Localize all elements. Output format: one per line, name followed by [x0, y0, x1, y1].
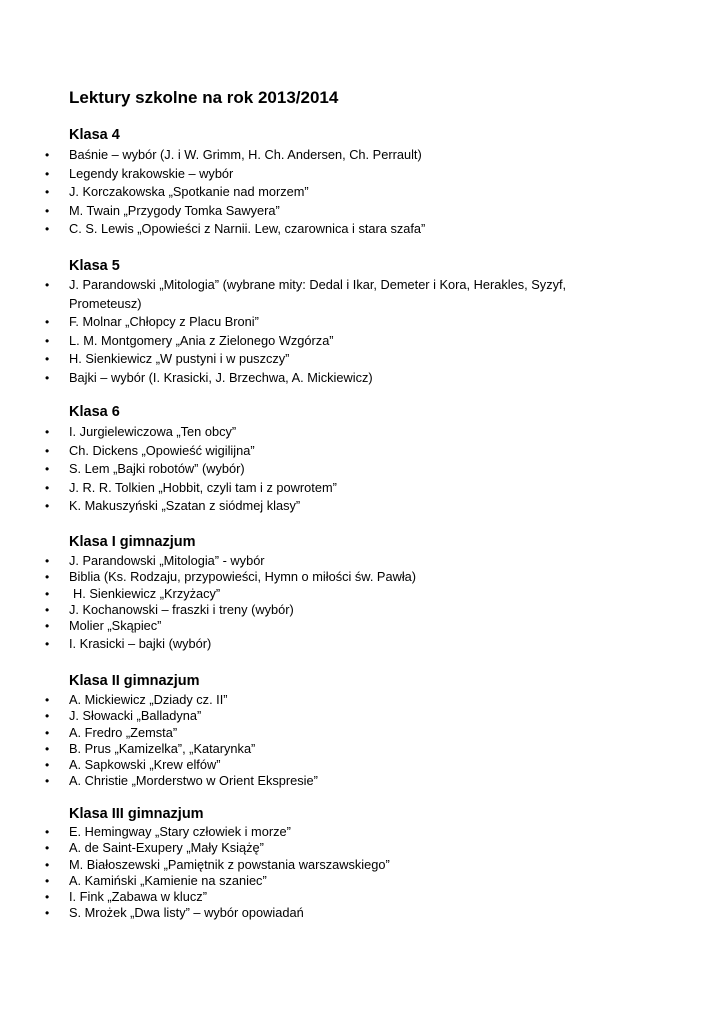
list-item: • H. Sienkiewicz „Krzyżacy”	[45, 585, 221, 601]
bullet-icon: •	[45, 693, 50, 707]
list-item: • A. Mickiewicz „Dziady cz. II”	[45, 692, 228, 707]
reading-list-klasa-i-gimnazjum	[0, 553, 609, 653]
list-item: • I. Krasicki – bajki (wybór)	[45, 636, 212, 652]
bullet-icon: •	[45, 637, 50, 652]
list-item: • A. Kamiński „Kamienie na szaniec”	[45, 872, 267, 888]
list-item: • A. Fredro „Zemsta”	[45, 724, 178, 740]
bullet-icon: •	[45, 619, 50, 634]
reading-list-klasa-ii-gimnazjum	[0, 692, 609, 790]
bullet-icon: •	[45, 554, 50, 568]
list-item: • S. Mrożek „Dwa listy” – wybór opowiadań	[45, 905, 304, 921]
reading-list-klasa-6	[0, 423, 609, 516]
bullet-icon: •	[45, 873, 50, 888]
list-item: • A. Sapkowski „Krew elfów”	[45, 757, 221, 773]
bullet-icon: •	[45, 709, 50, 724]
list-item: • J. Parandowski „Mitologia” (wybrane mity: Dedal i Ikar, Demeter i Kora, Herakles, Syzyf, Prometeusz)	[45, 277, 567, 311]
bullet-icon: •	[45, 499, 50, 513]
bullet-icon: •	[45, 758, 50, 773]
list-item: • E. Hemingway „Stary człowiek i morze”	[45, 824, 291, 839]
list-item: • Baśnie – wybór (J. i W. Grimm, H. Ch. Andersen, Ch. Perrault)	[0, 146, 609, 165]
list-item: • M. Twain „Przygody Tomka Sawyera”	[0, 202, 609, 221]
list-item: • Legendy krakowskie – wybór	[0, 165, 609, 184]
list-item: • B. Prus „Kamizelka”, „Katarynka”	[45, 740, 256, 756]
list-item: • J. Kochanowski – fraszki i treny (wybór)	[45, 601, 294, 617]
list-item: • J. Słowacki „Balladyna”	[45, 708, 202, 724]
bullet-icon: •	[45, 148, 50, 162]
section-heading-klasa-6: Klasa 6	[69, 404, 120, 420]
bullet-icon: •	[45, 443, 50, 458]
bullet-icon: •	[45, 825, 50, 839]
bullet-icon: •	[45, 841, 50, 856]
list-item: • A. de Saint-Exupery „Mały Książę”	[45, 840, 264, 856]
list-item: • Molier „Skąpiec”	[45, 618, 162, 634]
bullet-icon: •	[45, 602, 50, 617]
list-item: • M. Białoszewski „Pamiętnik z powstania warszawskiego”	[45, 856, 390, 872]
document-title: Lektury szkolne na rok 2013/2014	[69, 88, 339, 107]
list-item: • J. R. R. Tolkien „Hobbit, czyli tam i z powrotem”	[0, 479, 609, 498]
reading-list-klasa-4	[0, 146, 609, 239]
list-item: • Bajki – wybór (I. Krasicki, J. Brzechwa, A. Mickiewicz)	[0, 369, 609, 388]
bullet-icon: •	[45, 480, 50, 495]
list-item: • A. Christie „Morderstwo w Orient Ekspresie”	[45, 773, 318, 789]
bullet-icon: •	[45, 725, 50, 740]
section-heading-klasa-5: Klasa 5	[69, 258, 120, 274]
list-item: • I. Jurgielewiczowa „Ten obcy”	[0, 423, 609, 442]
reading-list-klasa-iii-gimnazjum	[0, 824, 609, 922]
section-heading-klasa-ii-gimnazjum: Klasa II gimnazjum	[69, 673, 200, 689]
bullet-icon: •	[45, 222, 50, 236]
list-item: • S. Lem „Bajki robotów” (wybór)	[0, 460, 609, 479]
list-item: • L. M. Montgomery „Ania z Zielonego Wzgórza”	[0, 332, 609, 351]
bullet-icon: •	[45, 370, 50, 385]
bullet-icon: •	[45, 774, 50, 789]
bullet-icon: •	[45, 425, 50, 439]
reading-list-klasa-5	[0, 276, 609, 387]
bullet-icon: •	[45, 278, 50, 292]
list-item: • F. Molnar „Chłopcy z Placu Broni”	[0, 313, 609, 332]
section-heading-klasa-iii-gimnazjum: Klasa III gimnazjum	[69, 806, 204, 822]
section-heading-klasa-4: Klasa 4	[69, 127, 120, 143]
list-item: • Ch. Dickens „Opowieść wigilijna”	[0, 442, 609, 461]
bullet-icon: •	[45, 352, 50, 366]
section-heading-klasa-i-gimnazjum: Klasa I gimnazjum	[69, 534, 196, 550]
list-item: • K. Makuszyński „Szatan z siódmej klasy”	[0, 497, 609, 516]
bullet-icon: •	[45, 741, 50, 756]
bullet-icon: •	[45, 203, 50, 218]
bullet-icon: •	[45, 586, 50, 601]
list-item: • C. S. Lewis „Opowieści z Narnii. Lew, czarownica i stara szafa”	[0, 220, 609, 239]
bullet-icon: •	[45, 570, 50, 585]
bullet-icon: •	[45, 906, 50, 921]
list-item: • H. Sienkiewicz „W pustyni i w puszczy”	[0, 350, 609, 369]
bullet-icon: •	[45, 315, 50, 329]
list-item: • J. Parandowski „Mitologia” - wybór	[45, 553, 265, 568]
bullet-icon: •	[45, 857, 50, 872]
bullet-icon: •	[45, 185, 50, 199]
list-item: • J. Korczakowska „Spotkanie nad morzem”	[0, 183, 609, 202]
bullet-icon: •	[45, 462, 50, 476]
list-item: • Biblia (Ks. Rodzaju, przypowieści, Hymn o miłości św. Pawła)	[45, 569, 417, 585]
bullet-icon: •	[45, 166, 50, 181]
list-item: • I. Fink „Zabawa w klucz”	[45, 889, 207, 905]
bullet-icon: •	[45, 890, 50, 905]
bullet-icon: •	[45, 333, 50, 348]
